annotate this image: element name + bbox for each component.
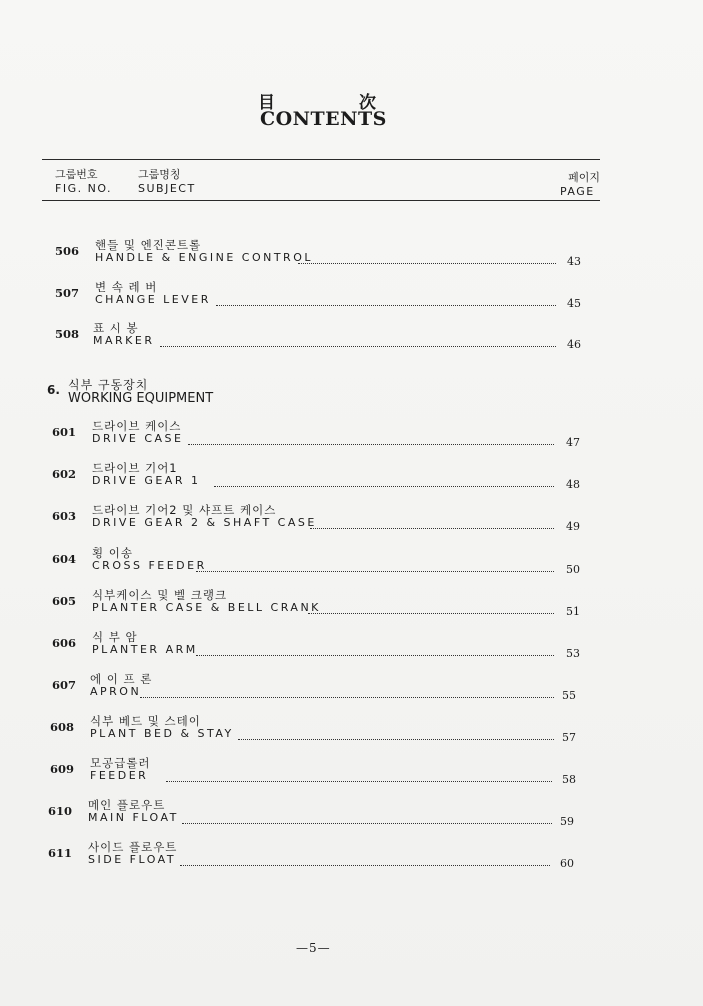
subject-english: PLANTER CASE & BELL CRANK <box>92 601 321 614</box>
section-title-korean: 식부 구동장치 <box>68 378 149 392</box>
subject-korean: 변 속 레 버 <box>95 280 158 294</box>
dot-leader <box>238 729 554 740</box>
page-header-ko: 페이지 <box>568 171 600 184</box>
page-number: 45 <box>567 297 581 310</box>
subject-english: DRIVE CASE <box>92 432 184 445</box>
subject-korean: 드라이브 기어2 및 샤프트 케이스 <box>92 503 277 517</box>
subject-english: HANDLE & ENGINE CONTROL <box>95 251 313 264</box>
subject-english: PLANT BED & STAY <box>90 727 234 740</box>
subject-english: PLANTER ARM <box>92 643 198 656</box>
subject-english: FEEDER <box>90 769 149 782</box>
dot-leader <box>182 813 552 824</box>
fig-number: 508 <box>55 327 80 341</box>
header-top-rule <box>42 159 600 160</box>
subject-korean: 사이드 플로우트 <box>88 840 178 854</box>
fig-number: 606 <box>52 636 77 650</box>
dot-leader <box>160 336 556 347</box>
fig-number: 507 <box>55 286 80 300</box>
fig-number: 603 <box>52 509 77 523</box>
fig-number: 605 <box>52 594 77 608</box>
fig-no-header-ko: 그룹번호 <box>55 168 98 181</box>
toc-entry <box>0 629 703 665</box>
subject-header <box>138 168 196 195</box>
toc-entry <box>0 839 703 875</box>
page-number: 51 <box>566 605 580 618</box>
subject-korean: 횡 이송 <box>92 546 133 560</box>
dot-leader <box>310 518 554 529</box>
title-char-left: 目 <box>258 93 277 113</box>
fig-number: 506 <box>55 244 80 258</box>
page-number: 49 <box>566 520 580 533</box>
subject-korean: 식 부 암 <box>92 630 138 644</box>
dot-leader <box>214 476 554 487</box>
dot-leader <box>298 253 556 264</box>
page-number: 47 <box>566 436 580 449</box>
toc-entry <box>0 418 703 454</box>
fig-number: 602 <box>52 467 77 481</box>
section-title-english: WORKING EQUIPMENT <box>68 391 214 406</box>
page-header-en: PAGE <box>560 185 595 198</box>
title-char-right: 次 <box>359 93 378 113</box>
page-number: 57 <box>562 731 576 744</box>
header-bottom-rule <box>42 200 600 201</box>
page-footer-number: —5— <box>296 941 331 955</box>
page-number: 43 <box>567 255 581 268</box>
toc-entry <box>0 237 703 273</box>
fig-number: 608 <box>50 720 75 734</box>
subject-english: MARKER <box>93 334 155 347</box>
fig-number: 604 <box>52 552 77 566</box>
toc-entry <box>0 671 703 707</box>
fig-number: 607 <box>52 678 77 692</box>
contents-title: CONTENTS <box>260 108 387 130</box>
page-number: 53 <box>566 647 580 660</box>
subject-english: MAIN FLOAT <box>88 811 179 824</box>
subject-header-en: SUBJECT <box>138 182 196 195</box>
subject-korean: 핸들 및 엔진콘트롤 <box>95 238 202 252</box>
dot-leader <box>180 855 550 866</box>
fig-no-header <box>55 168 113 195</box>
dot-leader <box>308 603 554 614</box>
subject-english: CHANGE LEVER <box>95 293 211 306</box>
subject-header-ko: 그룹명칭 <box>138 168 181 181</box>
subject-korean: 에 이 프 론 <box>90 672 153 686</box>
subject-korean: 드라이브 케이스 <box>92 419 182 433</box>
page-number: 60 <box>560 857 574 870</box>
toc-entry <box>0 587 703 623</box>
subject-korean: 표 시 봉 <box>93 321 139 335</box>
subject-korean: 드라이브 기어1 <box>92 461 178 475</box>
subject-english: APRON <box>90 685 142 698</box>
fig-number: 611 <box>48 846 73 860</box>
toc-entry <box>0 460 703 496</box>
toc-entry <box>0 797 703 833</box>
toc-entry <box>0 545 703 581</box>
page-number: 58 <box>562 773 576 786</box>
fig-number: 610 <box>48 804 73 818</box>
subject-korean: 모공급롤러 <box>90 756 151 770</box>
subject-korean: 메인 플로우트 <box>88 798 166 812</box>
subject-korean: 식부케이스 및 벨 크랭크 <box>92 588 228 602</box>
section-number: 6. <box>47 383 60 397</box>
fig-number: 609 <box>50 762 75 776</box>
toc-entry <box>0 279 703 315</box>
toc-entry <box>0 502 703 538</box>
page-number: 59 <box>560 815 574 828</box>
toc-entry <box>0 755 703 791</box>
subject-english: DRIVE GEAR 2 & SHAFT CASE <box>92 516 317 529</box>
toc-entry <box>0 713 703 749</box>
subject-english: SIDE FLOAT <box>88 853 177 866</box>
dot-leader <box>196 561 554 572</box>
toc-entry <box>0 320 703 356</box>
subject-english: DRIVE GEAR 1 <box>92 474 201 487</box>
subject-korean: 식부 베드 및 스테이 <box>90 714 201 728</box>
dot-leader <box>196 645 554 656</box>
page-header <box>560 171 600 198</box>
fig-number: 601 <box>52 425 77 439</box>
dot-leader <box>140 687 554 698</box>
page-number: 50 <box>566 563 580 576</box>
page-number: 46 <box>567 338 581 351</box>
dot-leader <box>166 771 552 782</box>
page-number: 55 <box>562 689 576 702</box>
fig-no-header-en: FIG. NO. <box>55 182 113 195</box>
dot-leader <box>188 434 554 445</box>
page-number: 48 <box>566 478 580 491</box>
dot-leader <box>216 295 556 306</box>
subject-english: CROSS FEEDER <box>92 559 207 572</box>
